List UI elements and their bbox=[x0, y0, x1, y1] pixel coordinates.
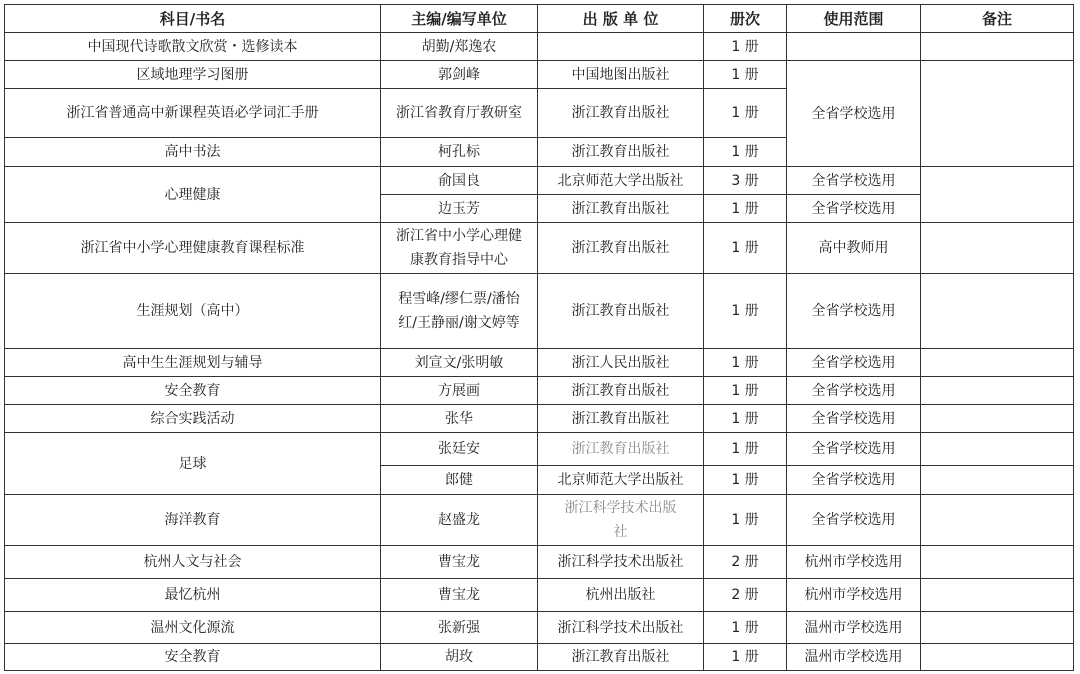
cell-editor: 赵盛龙 bbox=[381, 495, 538, 546]
cell-subject: 温州文化源流 bbox=[5, 612, 381, 644]
cell-publisher: 北京师范大学出版社 bbox=[538, 167, 704, 195]
cell-subject: 安全教育 bbox=[5, 644, 381, 671]
cell-volumes: 1 册 bbox=[704, 61, 787, 89]
cell-volumes: 1 册 bbox=[704, 433, 787, 466]
table-row bbox=[5, 433, 1074, 466]
cell-publisher: 浙江教育出版社 bbox=[538, 377, 704, 405]
cell-volumes: 2 册 bbox=[704, 546, 787, 579]
table-row bbox=[5, 546, 1074, 579]
cell-scope: 温州市学校选用 bbox=[787, 644, 921, 671]
cell-subject: 浙江省普通高中新课程英语必学词汇手册 bbox=[5, 89, 381, 138]
table-row bbox=[5, 644, 1074, 671]
cell-editor: 曹宝龙 bbox=[381, 579, 538, 612]
cell-volumes: 2 册 bbox=[704, 579, 787, 612]
cell-volumes: 1 册 bbox=[704, 138, 787, 167]
cell-editor: 郎健 bbox=[381, 466, 538, 495]
cell-editor: 张华 bbox=[381, 405, 538, 433]
cell-scope: 全省学校选用 bbox=[787, 377, 921, 405]
cell-scope: 全省学校选用 bbox=[787, 405, 921, 433]
cell-volumes: 1 册 bbox=[704, 405, 787, 433]
cell-subject: 区域地理学习图册 bbox=[5, 61, 381, 89]
cell-editor: 张新强 bbox=[381, 612, 538, 644]
cell-subject: 心理健康 bbox=[5, 167, 381, 223]
cell-publisher: 浙江教育出版社 bbox=[538, 644, 704, 671]
cell-publisher: 杭州出版社 bbox=[538, 579, 704, 612]
cell-note bbox=[921, 405, 1074, 433]
table-row bbox=[5, 612, 1074, 644]
cell-publisher: 浙江教育出版社 bbox=[538, 405, 704, 433]
header-volumes: 册次 bbox=[704, 5, 787, 33]
cell-volumes: 1 册 bbox=[704, 195, 787, 223]
cell-note bbox=[921, 495, 1074, 546]
cell-scope: 全省学校选用 bbox=[787, 495, 921, 546]
table-row bbox=[5, 223, 1074, 274]
cell-publisher: 浙江教育出版社 bbox=[538, 433, 704, 466]
cell-volumes: 1 册 bbox=[704, 349, 787, 377]
cell-publisher: 浙江科学技术出版社 bbox=[538, 495, 704, 546]
table-row bbox=[5, 495, 1074, 546]
header-row bbox=[5, 5, 1074, 33]
cell-scope: 全省学校选用 bbox=[787, 466, 921, 495]
cell-editor: 柯孔标 bbox=[381, 138, 538, 167]
cell-volumes: 1 册 bbox=[704, 377, 787, 405]
table-row bbox=[5, 33, 1074, 61]
cell-note bbox=[921, 433, 1074, 466]
cell-subject: 中国现代诗歌散文欣赏・选修读本 bbox=[5, 33, 381, 61]
cell-volumes: 1 册 bbox=[704, 612, 787, 644]
cell-publisher: 中国地图出版社 bbox=[538, 61, 704, 89]
cell-subject: 综合实践活动 bbox=[5, 405, 381, 433]
cell-scope: 杭州市学校选用 bbox=[787, 546, 921, 579]
cell-editor: 曹宝龙 bbox=[381, 546, 538, 579]
cell-note bbox=[921, 167, 1074, 223]
cell-note bbox=[921, 33, 1074, 61]
header-subject: 科目/书名 bbox=[5, 5, 381, 33]
cell-editor: 胡勤/郑逸农 bbox=[381, 33, 538, 61]
cell-editor: 胡玫 bbox=[381, 644, 538, 671]
header-publisher: 出 版 单 位 bbox=[538, 5, 704, 33]
cell-publisher: 浙江教育出版社 bbox=[538, 138, 704, 167]
cell-editor: 郭剑峰 bbox=[381, 61, 538, 89]
cell-scope: 全省学校选用 bbox=[787, 167, 921, 195]
cell-note bbox=[921, 61, 1074, 167]
cell-note bbox=[921, 546, 1074, 579]
cell-note bbox=[921, 349, 1074, 377]
cell-scope: 杭州市学校选用 bbox=[787, 579, 921, 612]
table-row bbox=[5, 61, 1074, 89]
cell-volumes: 1 册 bbox=[704, 495, 787, 546]
cell-subject: 浙江省中小学心理健康教育课程标准 bbox=[5, 223, 381, 274]
cell-subject: 海洋教育 bbox=[5, 495, 381, 546]
cell-editor: 俞国良 bbox=[381, 167, 538, 195]
header-editor: 主编/编写单位 bbox=[381, 5, 538, 33]
cell-note bbox=[921, 223, 1074, 274]
cell-volumes: 1 册 bbox=[704, 33, 787, 61]
cell-subject: 杭州人文与社会 bbox=[5, 546, 381, 579]
cell-scope: 全省学校选用 bbox=[787, 433, 921, 466]
cell-subject: 最忆杭州 bbox=[5, 579, 381, 612]
cell-scope bbox=[787, 33, 921, 61]
cell-publisher: 浙江科学技术出版社 bbox=[538, 546, 704, 579]
cell-publisher bbox=[538, 33, 704, 61]
cell-editor: 边玉芳 bbox=[381, 195, 538, 223]
textbook-table bbox=[4, 4, 1074, 671]
cell-scope: 全省学校选用 bbox=[787, 61, 921, 167]
cell-scope: 全省学校选用 bbox=[787, 274, 921, 349]
cell-volumes: 1 册 bbox=[704, 274, 787, 349]
cell-volumes: 3 册 bbox=[704, 167, 787, 195]
table-row bbox=[5, 377, 1074, 405]
cell-scope: 高中教师用 bbox=[787, 223, 921, 274]
cell-note bbox=[921, 644, 1074, 671]
cell-volumes: 1 册 bbox=[704, 466, 787, 495]
cell-publisher: 浙江教育出版社 bbox=[538, 195, 704, 223]
cell-subject: 安全教育 bbox=[5, 377, 381, 405]
cell-editor: 程雪峰/缪仁票/潘怡红/王静丽/谢文婷等 bbox=[381, 274, 538, 349]
cell-editor: 方展画 bbox=[381, 377, 538, 405]
cell-note bbox=[921, 579, 1074, 612]
cell-note bbox=[921, 466, 1074, 495]
cell-editor: 浙江省中小学心理健康教育指导中心 bbox=[381, 223, 538, 274]
cell-editor: 浙江省教育厅教研室 bbox=[381, 89, 538, 138]
cell-volumes: 1 册 bbox=[704, 223, 787, 274]
header-note: 备注 bbox=[921, 5, 1074, 33]
cell-scope: 全省学校选用 bbox=[787, 195, 921, 223]
table-row bbox=[5, 274, 1074, 349]
cell-publisher: 浙江人民出版社 bbox=[538, 349, 704, 377]
cell-note bbox=[921, 274, 1074, 349]
cell-editor: 张廷安 bbox=[381, 433, 538, 466]
cell-volumes: 1 册 bbox=[704, 644, 787, 671]
cell-publisher: 浙江教育出版社 bbox=[538, 274, 704, 349]
cell-publisher: 浙江教育出版社 bbox=[538, 89, 704, 138]
cell-note bbox=[921, 612, 1074, 644]
cell-subject: 足球 bbox=[5, 433, 381, 495]
cell-note bbox=[921, 377, 1074, 405]
cell-subject: 生涯规划（高中） bbox=[5, 274, 381, 349]
table-row bbox=[5, 167, 1074, 195]
cell-scope: 温州市学校选用 bbox=[787, 612, 921, 644]
table-row bbox=[5, 579, 1074, 612]
cell-volumes: 1 册 bbox=[704, 89, 787, 138]
cell-editor: 刘宣文/张明敏 bbox=[381, 349, 538, 377]
header-scope: 使用范围 bbox=[787, 5, 921, 33]
cell-publisher: 浙江科学技术出版社 bbox=[538, 612, 704, 644]
table-row bbox=[5, 349, 1074, 377]
cell-subject: 高中书法 bbox=[5, 138, 381, 167]
cell-subject: 高中生生涯规划与辅导 bbox=[5, 349, 381, 377]
cell-scope: 全省学校选用 bbox=[787, 349, 921, 377]
cell-publisher: 北京师范大学出版社 bbox=[538, 466, 704, 495]
cell-publisher: 浙江教育出版社 bbox=[538, 223, 704, 274]
table-row bbox=[5, 405, 1074, 433]
